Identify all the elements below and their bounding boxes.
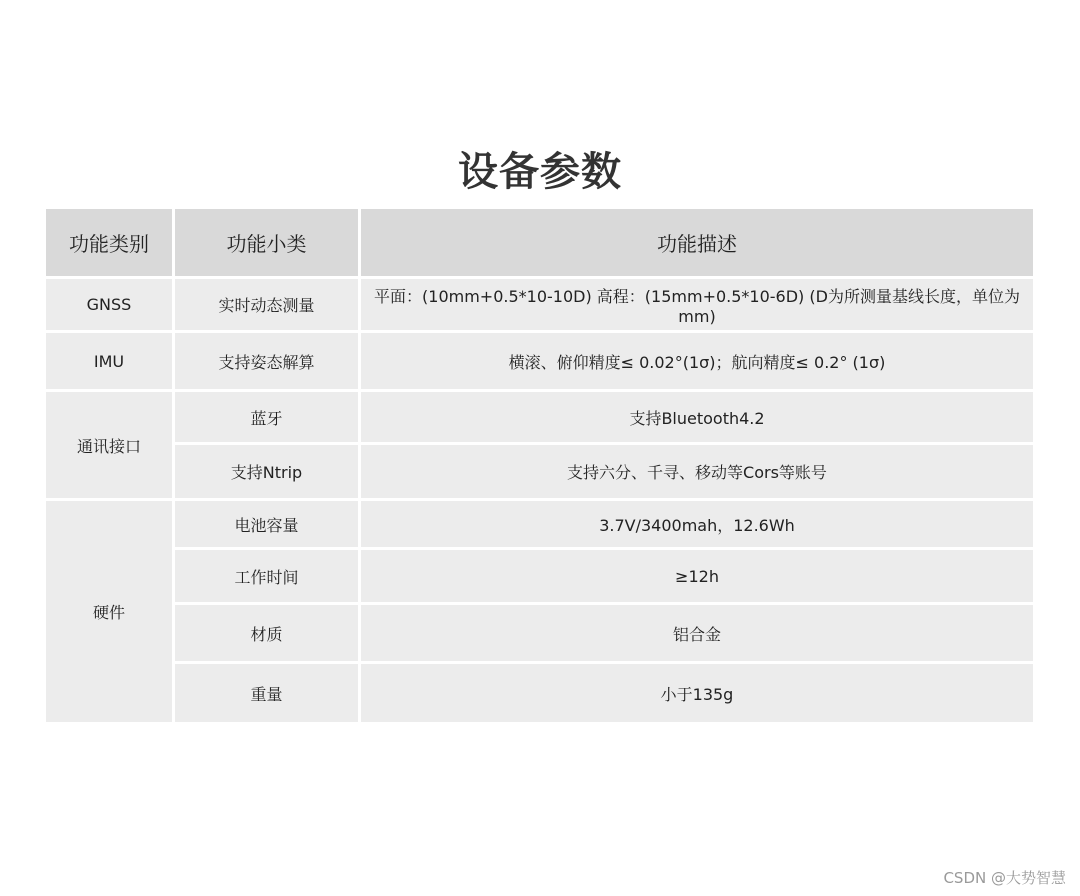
table-row [46, 392, 1033, 445]
category-cell-hardware: 硬件 [46, 501, 175, 722]
page-title: 设备参数 [458, 149, 622, 195]
subcategory-cell: 支持Ntrip [175, 445, 361, 501]
table-header-row [46, 209, 1033, 279]
table-row [46, 664, 1033, 722]
table-row [46, 445, 1033, 501]
table-row [46, 550, 1033, 605]
subcategory-cell: 工作时间 [175, 550, 361, 605]
table-row [46, 501, 1033, 550]
header-subcategory: 功能小类 [175, 209, 361, 279]
subcategory-cell: 蓝牙 [175, 392, 361, 445]
table-row [46, 333, 1033, 392]
watermark: CSDN @大势智慧 [943, 869, 1066, 887]
header-description: 功能描述 [361, 209, 1033, 279]
category-cell-imu: IMU [46, 333, 175, 392]
subcategory-cell: 电池容量 [175, 501, 361, 550]
description-cell: 3.7V/3400mah，12.6Wh [361, 501, 1033, 550]
subcategory-cell: 重量 [175, 664, 361, 722]
category-cell-gnss: GNSS [46, 279, 175, 333]
description-cell: 铝合金 [361, 605, 1033, 664]
subcategory-cell: 支持姿态解算 [175, 333, 361, 392]
description-cell: 平面：(10mm+0.5*10-10D) 高程：(15mm+0.5*10-6D) (D为所测量基线长度，单位为mm) [361, 279, 1033, 333]
subcategory-cell: 材质 [175, 605, 361, 664]
description-cell: 支持Bluetooth4.2 [361, 392, 1033, 445]
subcategory-cell: 实时动态测量 [175, 279, 361, 333]
description-cell: 横滚、俯仰精度≤ 0.02°(1σ)；航向精度≤ 0.2° (1σ) [361, 333, 1033, 392]
spec-table [46, 209, 1033, 722]
description-cell: ≥12h [361, 550, 1033, 605]
description-cell: 小于135g [361, 664, 1033, 722]
description-cell: 支持六分、千寻、移动等Cors等账号 [361, 445, 1033, 501]
table-row [46, 605, 1033, 664]
category-cell-communication: 通讯接口 [46, 392, 175, 501]
header-category: 功能类别 [46, 209, 175, 279]
table-row [46, 279, 1033, 333]
